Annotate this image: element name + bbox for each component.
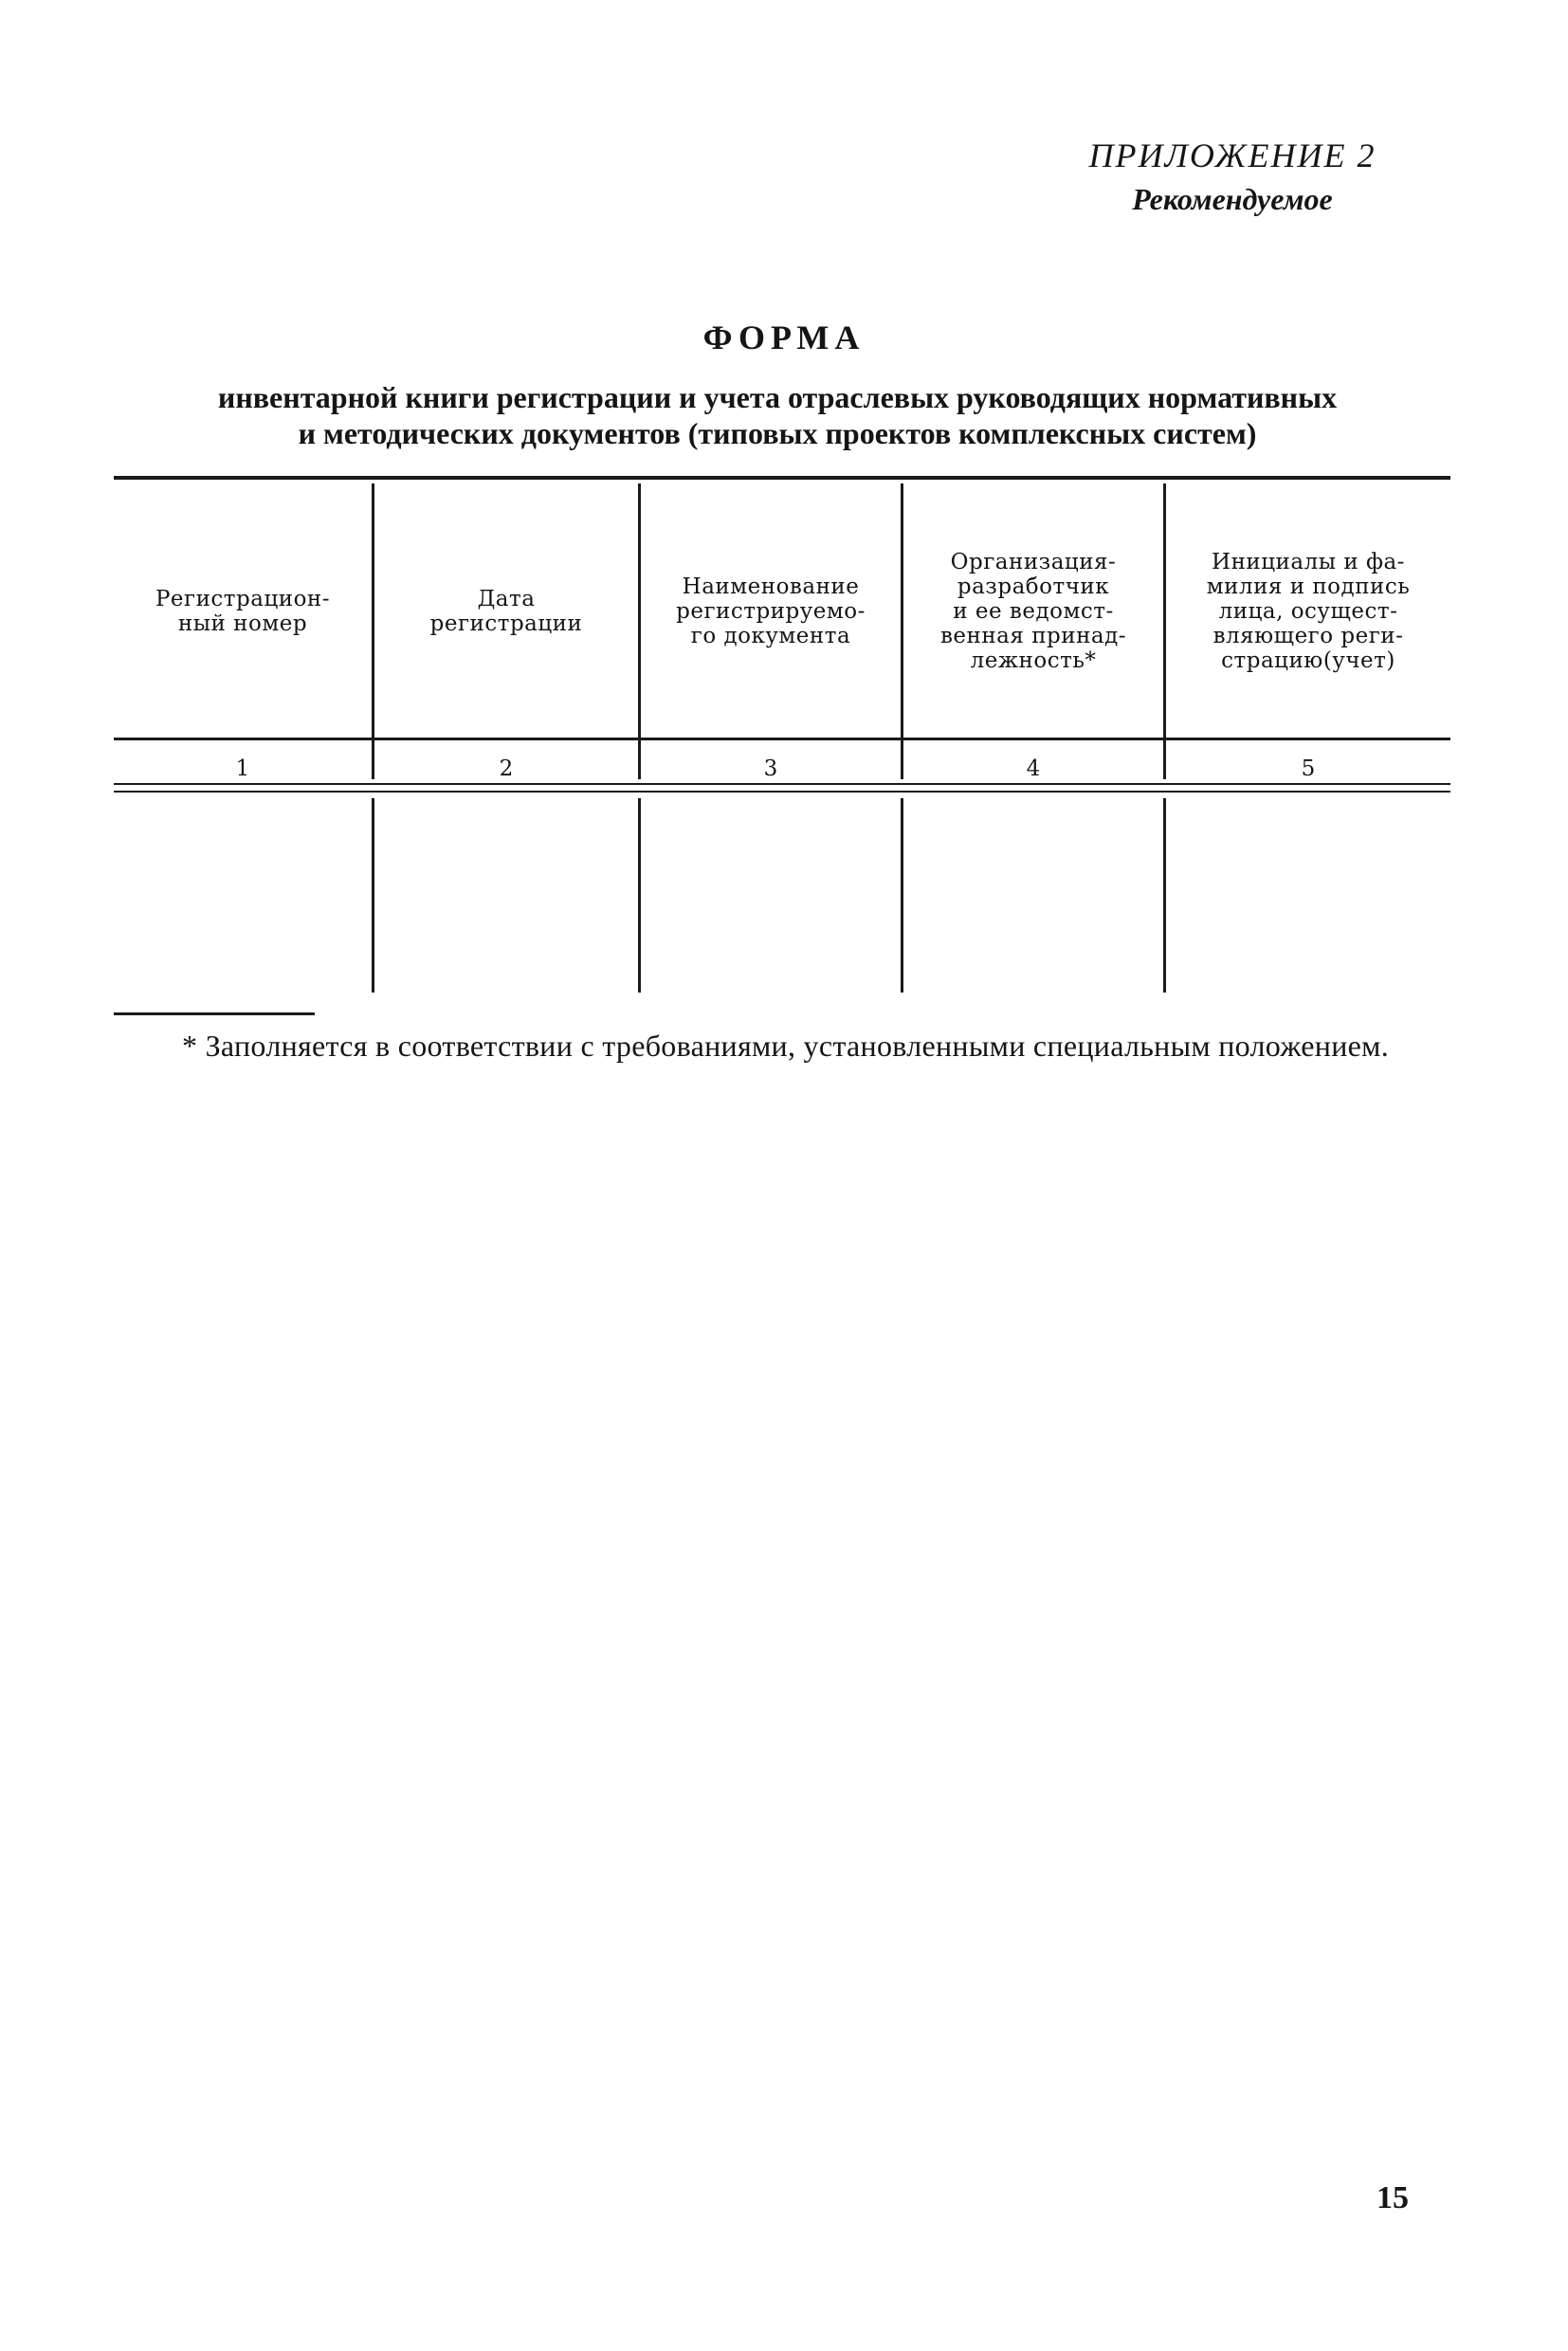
column-number-4: 4: [1026, 756, 1041, 781]
body-divider-2: [638, 798, 641, 993]
header-bottom-rule: [114, 738, 1450, 740]
header-document-name: [641, 493, 901, 730]
footnote-rule: [114, 1012, 315, 1015]
header-text-4: Организация- разработчик и ее ведомст- венная принад- лежность*: [939, 550, 1127, 673]
header-text-5: Инициалы и фа- милия и подпись лица, осущест- вляющего реги- страцию(учет): [1206, 550, 1411, 673]
column-number-2: 2: [499, 756, 514, 781]
column-number-1: 1: [235, 756, 250, 781]
body-divider-4: [1163, 798, 1166, 993]
body-divider-3: [901, 798, 903, 993]
form-title: ФОРМА: [702, 319, 866, 356]
appendix-subtitle: Рекомендуемое: [1132, 181, 1333, 216]
appendix-header: [1043, 133, 1422, 220]
column-number-3: 3: [763, 756, 778, 781]
footnote: * Заполняется в соответствии с требованиями, установленными специальным положением.: [182, 1029, 1390, 1063]
column-number-5: 5: [1301, 756, 1316, 781]
header-registrar-signature: [1166, 493, 1450, 730]
form-subtitle-line-1: инвентарной книги регистрации и учета отраслевых руководящих нормативных: [217, 380, 1338, 414]
header-registration-date: [374, 493, 638, 730]
form-subtitle: [114, 379, 1441, 451]
header-developer-organization: [903, 493, 1163, 730]
page-number: 15: [1377, 2180, 1409, 2215]
numbers-rule-lower: [114, 791, 1450, 793]
appendix-title: ПРИЛОЖЕНИЕ 2: [1088, 137, 1377, 174]
table-top-rule: [114, 476, 1450, 480]
header-registration-number: [114, 493, 372, 730]
header-text-3: Наименование регистрируемо- го документа: [676, 574, 866, 648]
form-subtitle-line-2: и методических документов (типовых проектов комплексных систем): [298, 416, 1257, 450]
header-text-1: Регистрацион- ный номер: [155, 587, 331, 636]
numbers-rule-upper: [114, 783, 1450, 785]
body-divider-1: [372, 798, 374, 993]
header-text-2: Дата регистрации: [429, 587, 583, 636]
